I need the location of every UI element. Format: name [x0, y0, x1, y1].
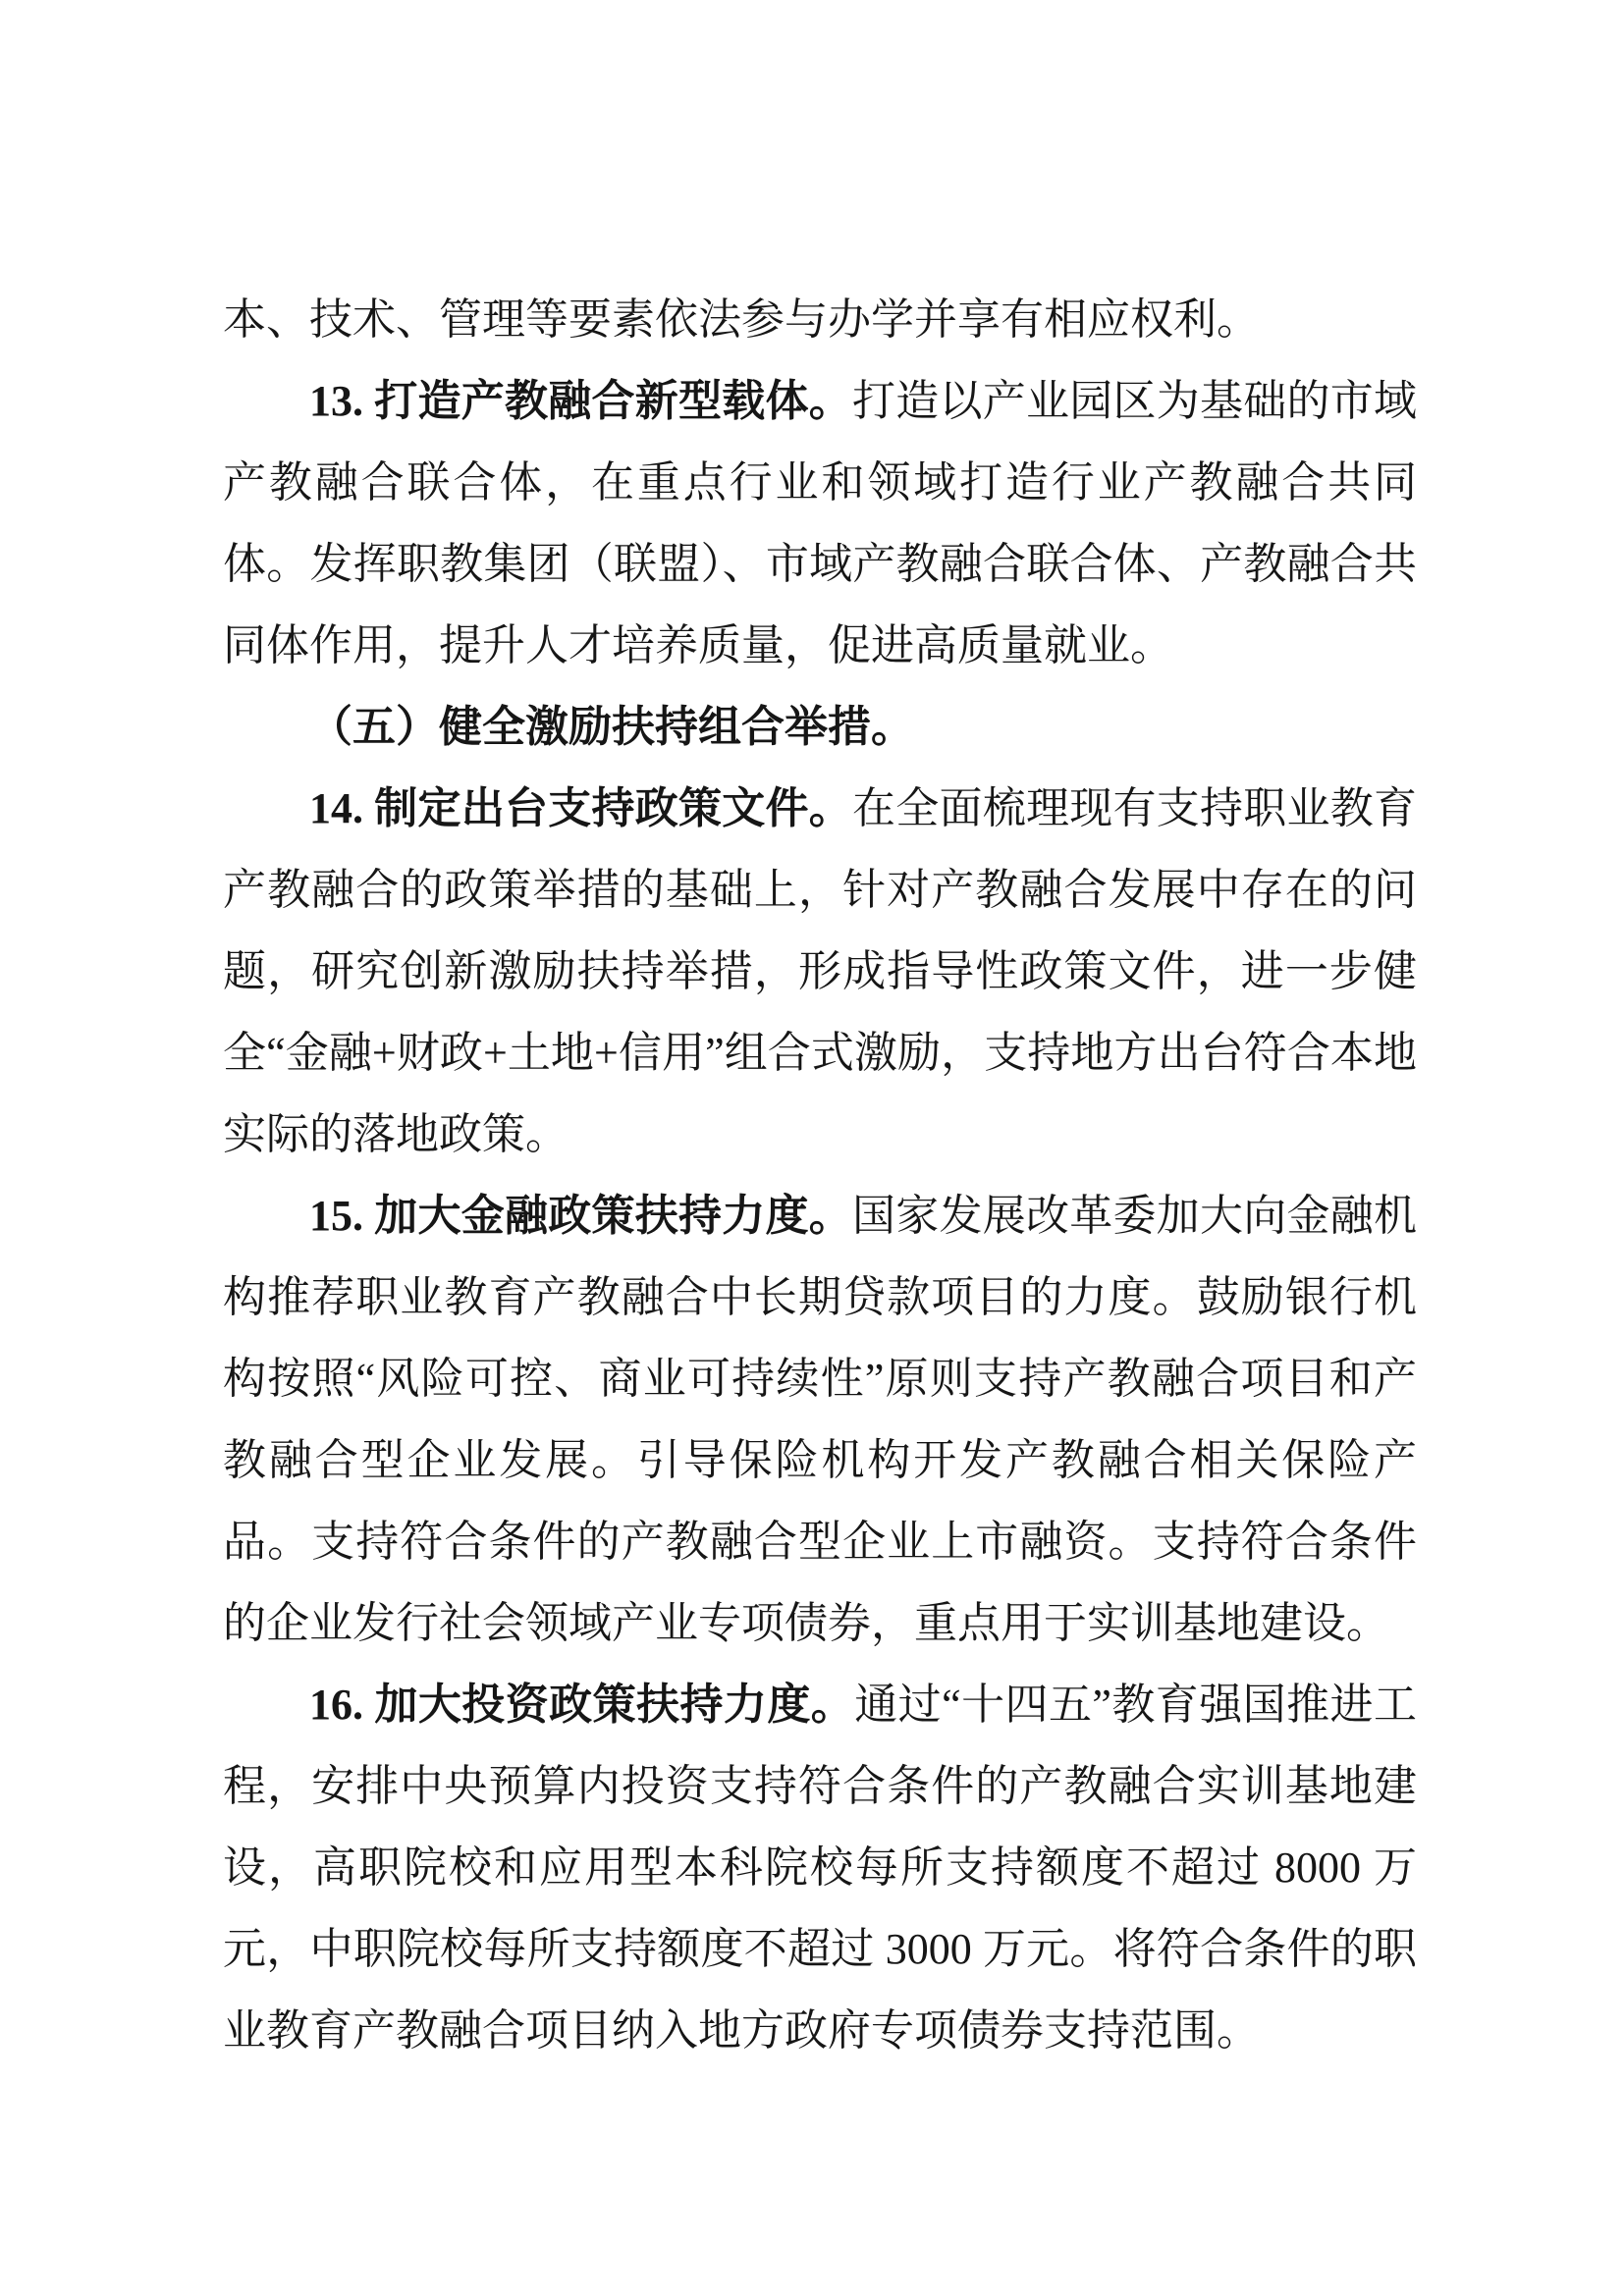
paragraph-lead: 15. 加大金融政策扶持力度。 [309, 1192, 852, 1240]
paragraph-text: 本、技术、管理等要素依法参与办学并享有相应权利。 [223, 295, 1260, 344]
paragraph-lead: 14. 制定出台支持政策文件。 [309, 784, 852, 832]
paragraph-lead: 13. 打造产教融合新型载体。 [309, 377, 852, 425]
paragraph-continuation [223, 279, 1417, 360]
paragraph-item-13 [223, 360, 1417, 686]
paragraph-text: 通过“十四五”教育强国推进工程，安排中央预算内投资支持符合条件的产教融合实训基地建设，高职院校和应用型本科院校每所支持额度不超过 8000 万元，中职院校每所支持额度不超过 3000 万元。将符合条件的职业教育产教融合项目纳入地方政府专项债券支持范围。 [223, 1681, 1417, 2055]
paragraph-item-15 [223, 1175, 1417, 1664]
paragraph-text: 打造以产业园区为基础的市域产教融合联合体，在重点行业和领域打造行业产教融合共同体。发挥职教集团（联盟）、市域产教融合联合体、产教融合共同体作用，提升人才培养质量，促进高质量就业。 [223, 377, 1417, 669]
paragraph-item-14 [223, 768, 1417, 1175]
document-text-block [223, 279, 1417, 2071]
paragraph-text: 国家发展改革委加大向金融机构推荐职业教育产教融合中长期贷款项目的力度。鼓励银行机构按照“风险可控、商业可持续性”原则支持产教融合项目和产教融合型企业发展。引导保险机构开发产教融合相关保险产品。支持符合条件的产教融合型企业上市融资。支持符合条件的企业发行社会领域产业专项债券，重点用于实训基地建设。 [223, 1192, 1417, 1647]
section-heading-text: （五）健全激励扶持组合举措。 [309, 703, 914, 751]
paragraph-lead: 16. 加大投资政策扶持力度。 [309, 1681, 855, 1729]
paragraph-text: 在全面梳理现有支持职业教育产教融合的政策举措的基础上，针对产教融合发展中存在的问题，研究创新激励扶持举措，形成指导性政策文件，进一步健全“金融+财政+土地+信用”组合式激励，支持地方出台符合本地实际的落地政策。 [223, 784, 1417, 1158]
section-heading-5 [223, 686, 1417, 768]
paragraph-item-16 [223, 1664, 1417, 2071]
